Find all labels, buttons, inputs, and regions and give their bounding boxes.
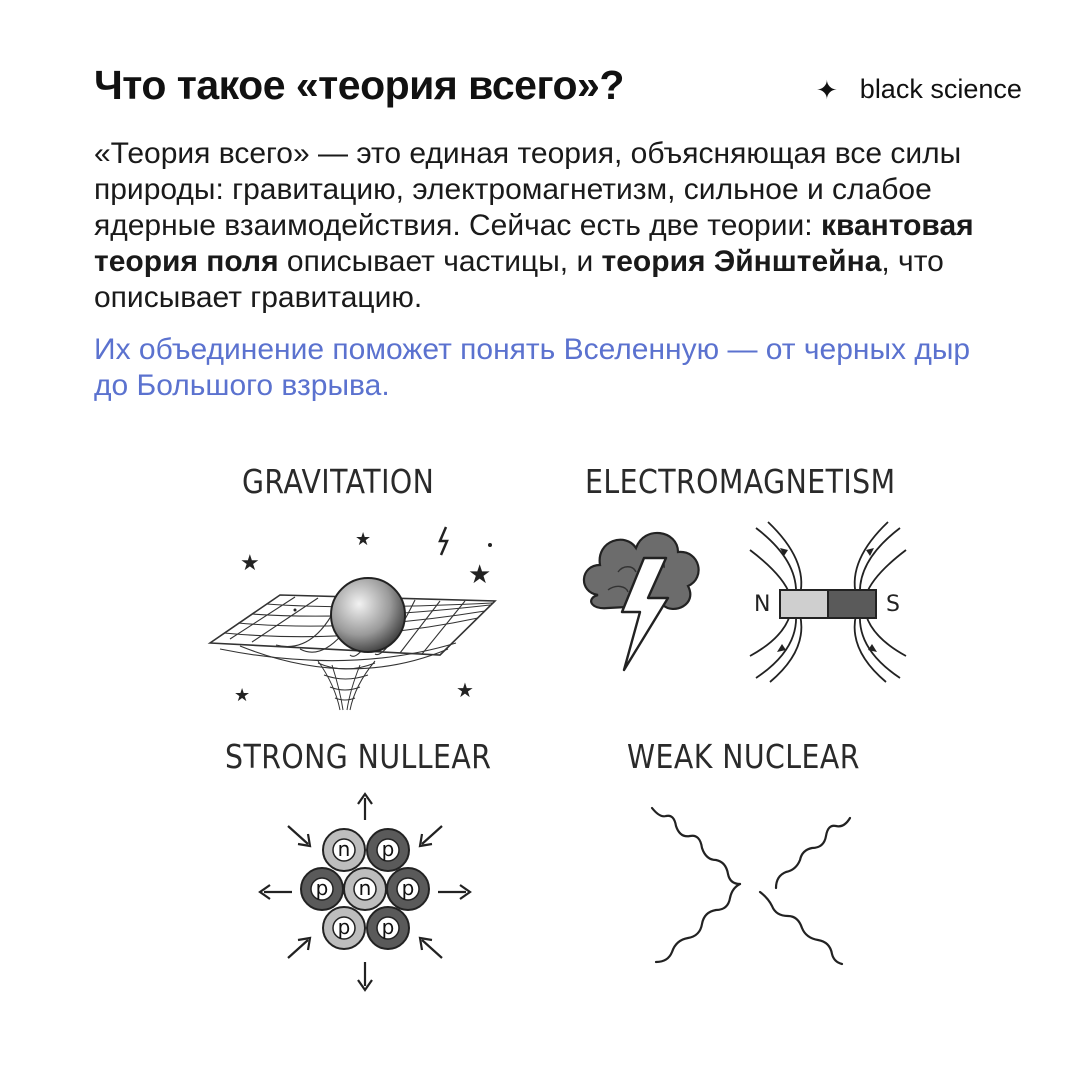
svg-text:★: ★ [234, 685, 251, 706]
particle-4: n [358, 876, 372, 900]
particle-2: p [381, 837, 395, 861]
label-gravitation: GRAVITATION [242, 462, 435, 501]
label-weak-nuclear: WEAK NUCLEAR [627, 737, 860, 776]
intro-text-3: , что описывает гравитацию. [94, 245, 944, 314]
label-strong-nuclear: STRONG NULLEAR [225, 737, 492, 776]
svg-text:★: ★ [355, 529, 372, 550]
particle-6: p [337, 915, 351, 939]
particle-7: p [381, 915, 395, 939]
magnet-pole-n: N [754, 592, 771, 617]
intro-bold-1: квантовая теория поля [94, 209, 974, 278]
intro-text-1: «Теория всего» — это единая теория, объясняющая все силы природы: гравитацию, электромагнетизм, сильное и слабое ядерные взаимодействия. Сейчас есть две теории: [94, 137, 962, 242]
intro-bold-2: теория Эйнштейна [601, 245, 882, 278]
nucleus-icon [250, 790, 480, 995]
intro-text-2: описывает частицы, и [278, 245, 602, 278]
particle-5: p [401, 876, 415, 900]
magnet-pole-s: S [886, 592, 900, 617]
sparkle-icon: ✦ [816, 74, 838, 105]
brand-name: black science [859, 74, 1022, 104]
brand [816, 74, 1022, 105]
svg-text:★: ★ [456, 678, 474, 702]
intro-paragraph [94, 136, 994, 316]
svg-text:★: ★ [468, 560, 492, 590]
page-title: Что такое «теория всего»? [94, 62, 624, 108]
particle-3: p [315, 876, 329, 900]
svg-text:★: ★ [240, 551, 260, 576]
label-electromagnetism: ELECTROMAGNETISM [585, 462, 896, 501]
bar-magnet-icon [748, 520, 908, 685]
lightning-cloud-icon [578, 520, 708, 685]
accent-paragraph: Их объединение поможет понять Вселенную — от черных дыр до Большого взрыва. [94, 333, 971, 402]
wavy-particle-interaction-icon [640, 800, 860, 985]
particle-1: n [337, 837, 351, 861]
spacetime-curvature-icon [200, 515, 500, 715]
